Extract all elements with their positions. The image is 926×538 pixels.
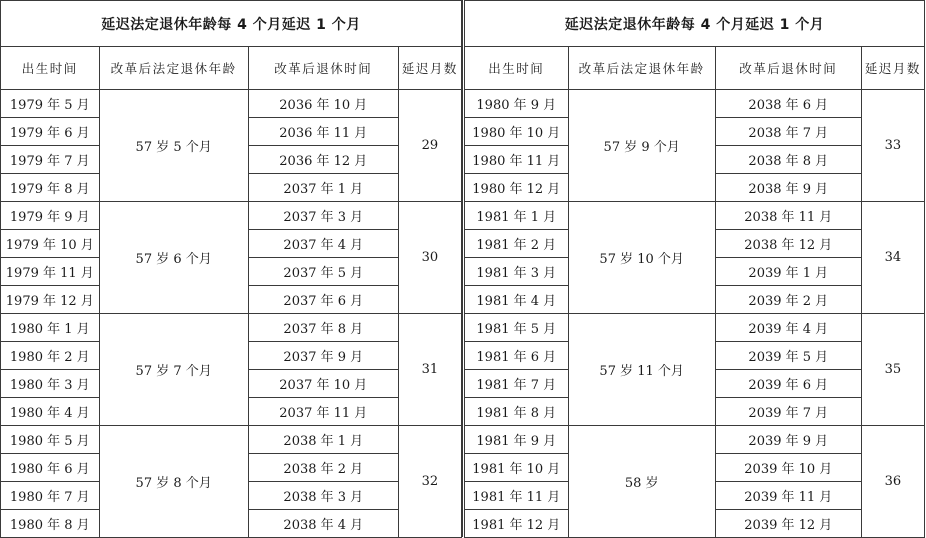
delay-months-cell: 35 [861, 314, 924, 426]
birth-cell: 1979 年 11 月 [1, 258, 99, 286]
table-row [465, 426, 925, 454]
birth-cell: 1981 年 11 月 [465, 482, 568, 510]
retire-time-cell: 2038 年 7 月 [715, 118, 861, 146]
column-header-delay-months: 延迟月数 [861, 47, 924, 90]
retire-time-cell: 2038 年 2 月 [248, 454, 398, 482]
table-title: 延迟法定退休年龄每 4 个月延迟 1 个月 [465, 1, 925, 47]
retire-time-cell: 2036 年 11 月 [248, 118, 398, 146]
delay-months-cell: 33 [861, 90, 924, 202]
birth-cell: 1979 年 9 月 [1, 202, 99, 230]
retire-time-cell: 2036 年 12 月 [248, 146, 398, 174]
retire-age-cell: 57 岁 8 个月 [99, 426, 248, 538]
delay-months-cell: 34 [861, 202, 924, 314]
birth-cell: 1981 年 8 月 [465, 398, 568, 426]
column-header-retire-time: 改革后退休时间 [715, 47, 861, 90]
retire-time-cell: 2037 年 8 月 [248, 314, 398, 342]
retire-age-cell: 57 岁 9 个月 [568, 90, 715, 202]
retire-time-cell: 2037 年 5 月 [248, 258, 398, 286]
birth-cell: 1979 年 12 月 [1, 286, 99, 314]
birth-cell: 1980 年 7 月 [1, 482, 99, 510]
table-row [1, 90, 462, 118]
birth-cell: 1980 年 10 月 [465, 118, 568, 146]
birth-cell: 1980 年 9 月 [465, 90, 568, 118]
retirement-table-left [0, 0, 462, 538]
retire-time-cell: 2037 年 4 月 [248, 230, 398, 258]
retire-time-cell: 2037 年 11 月 [248, 398, 398, 426]
birth-cell: 1980 年 6 月 [1, 454, 99, 482]
birth-cell: 1981 年 12 月 [465, 510, 568, 538]
column-header-retire-age: 改革后法定退休年龄 [568, 47, 715, 90]
retire-time-cell: 2039 年 10 月 [715, 454, 861, 482]
birth-cell: 1980 年 2 月 [1, 342, 99, 370]
panel-divider [462, 0, 463, 537]
retire-time-cell: 2039 年 4 月 [715, 314, 861, 342]
table-title: 延迟法定退休年龄每 4 个月延迟 1 个月 [1, 1, 462, 47]
retire-time-cell: 2037 年 9 月 [248, 342, 398, 370]
retire-time-cell: 2038 年 12 月 [715, 230, 861, 258]
table [465, 1, 925, 538]
retire-age-cell: 57 岁 7 个月 [99, 314, 248, 426]
retire-time-cell: 2039 年 7 月 [715, 398, 861, 426]
table-row [1, 426, 462, 454]
birth-cell: 1981 年 2 月 [465, 230, 568, 258]
birth-cell: 1980 年 4 月 [1, 398, 99, 426]
column-header-birth: 出生时间 [1, 47, 99, 90]
table-row [1, 202, 462, 230]
retire-age-cell: 57 岁 6 个月 [99, 202, 248, 314]
birth-cell: 1980 年 1 月 [1, 314, 99, 342]
retire-time-cell: 2037 年 3 月 [248, 202, 398, 230]
birth-cell: 1980 年 3 月 [1, 370, 99, 398]
birth-cell: 1981 年 7 月 [465, 370, 568, 398]
retire-time-cell: 2039 年 6 月 [715, 370, 861, 398]
table-row [465, 90, 925, 118]
birth-cell: 1980 年 8 月 [1, 510, 99, 538]
retire-time-cell: 2039 年 2 月 [715, 286, 861, 314]
delay-months-cell: 29 [398, 90, 461, 202]
delay-months-cell: 31 [398, 314, 461, 426]
column-header-birth: 出生时间 [465, 47, 568, 90]
birth-cell: 1981 年 6 月 [465, 342, 568, 370]
retire-time-cell: 2037 年 6 月 [248, 286, 398, 314]
table-row [1, 314, 462, 342]
retire-time-cell: 2038 年 11 月 [715, 202, 861, 230]
birth-cell: 1979 年 6 月 [1, 118, 99, 146]
retire-time-cell: 2037 年 1 月 [248, 174, 398, 202]
retire-time-cell: 2036 年 10 月 [248, 90, 398, 118]
column-header-retire-age: 改革后法定退休年龄 [99, 47, 248, 90]
retire-time-cell: 2038 年 3 月 [248, 482, 398, 510]
delay-months-cell: 30 [398, 202, 461, 314]
retire-time-cell: 2038 年 6 月 [715, 90, 861, 118]
birth-cell: 1979 年 8 月 [1, 174, 99, 202]
retire-age-cell: 57 岁 11 个月 [568, 314, 715, 426]
birth-cell: 1981 年 4 月 [465, 286, 568, 314]
birth-cell: 1981 年 10 月 [465, 454, 568, 482]
retire-time-cell: 2038 年 8 月 [715, 146, 861, 174]
retire-time-cell: 2039 年 12 月 [715, 510, 861, 538]
retire-time-cell: 2039 年 1 月 [715, 258, 861, 286]
delay-months-cell: 36 [861, 426, 924, 538]
retire-time-cell: 2039 年 5 月 [715, 342, 861, 370]
column-header-retire-time: 改革后退休时间 [248, 47, 398, 90]
birth-cell: 1981 年 5 月 [465, 314, 568, 342]
table [1, 1, 462, 538]
delay-months-cell: 32 [398, 426, 461, 538]
birth-cell: 1980 年 12 月 [465, 174, 568, 202]
retire-time-cell: 2038 年 9 月 [715, 174, 861, 202]
table-row [465, 202, 925, 230]
retire-time-cell: 2039 年 9 月 [715, 426, 861, 454]
birth-cell: 1980 年 5 月 [1, 426, 99, 454]
birth-cell: 1981 年 9 月 [465, 426, 568, 454]
birth-cell: 1981 年 1 月 [465, 202, 568, 230]
retire-age-cell: 58 岁 [568, 426, 715, 538]
retirement-table-right [464, 0, 925, 538]
retire-age-cell: 57 岁 5 个月 [99, 90, 248, 202]
retire-time-cell: 2037 年 10 月 [248, 370, 398, 398]
retire-time-cell: 2038 年 1 月 [248, 426, 398, 454]
retire-time-cell: 2039 年 11 月 [715, 482, 861, 510]
retire-time-cell: 2038 年 4 月 [248, 510, 398, 538]
birth-cell: 1979 年 10 月 [1, 230, 99, 258]
table-row [465, 314, 925, 342]
retire-age-cell: 57 岁 10 个月 [568, 202, 715, 314]
birth-cell: 1980 年 11 月 [465, 146, 568, 174]
birth-cell: 1979 年 7 月 [1, 146, 99, 174]
birth-cell: 1979 年 5 月 [1, 90, 99, 118]
birth-cell: 1981 年 3 月 [465, 258, 568, 286]
column-header-delay-months: 延迟月数 [398, 47, 461, 90]
